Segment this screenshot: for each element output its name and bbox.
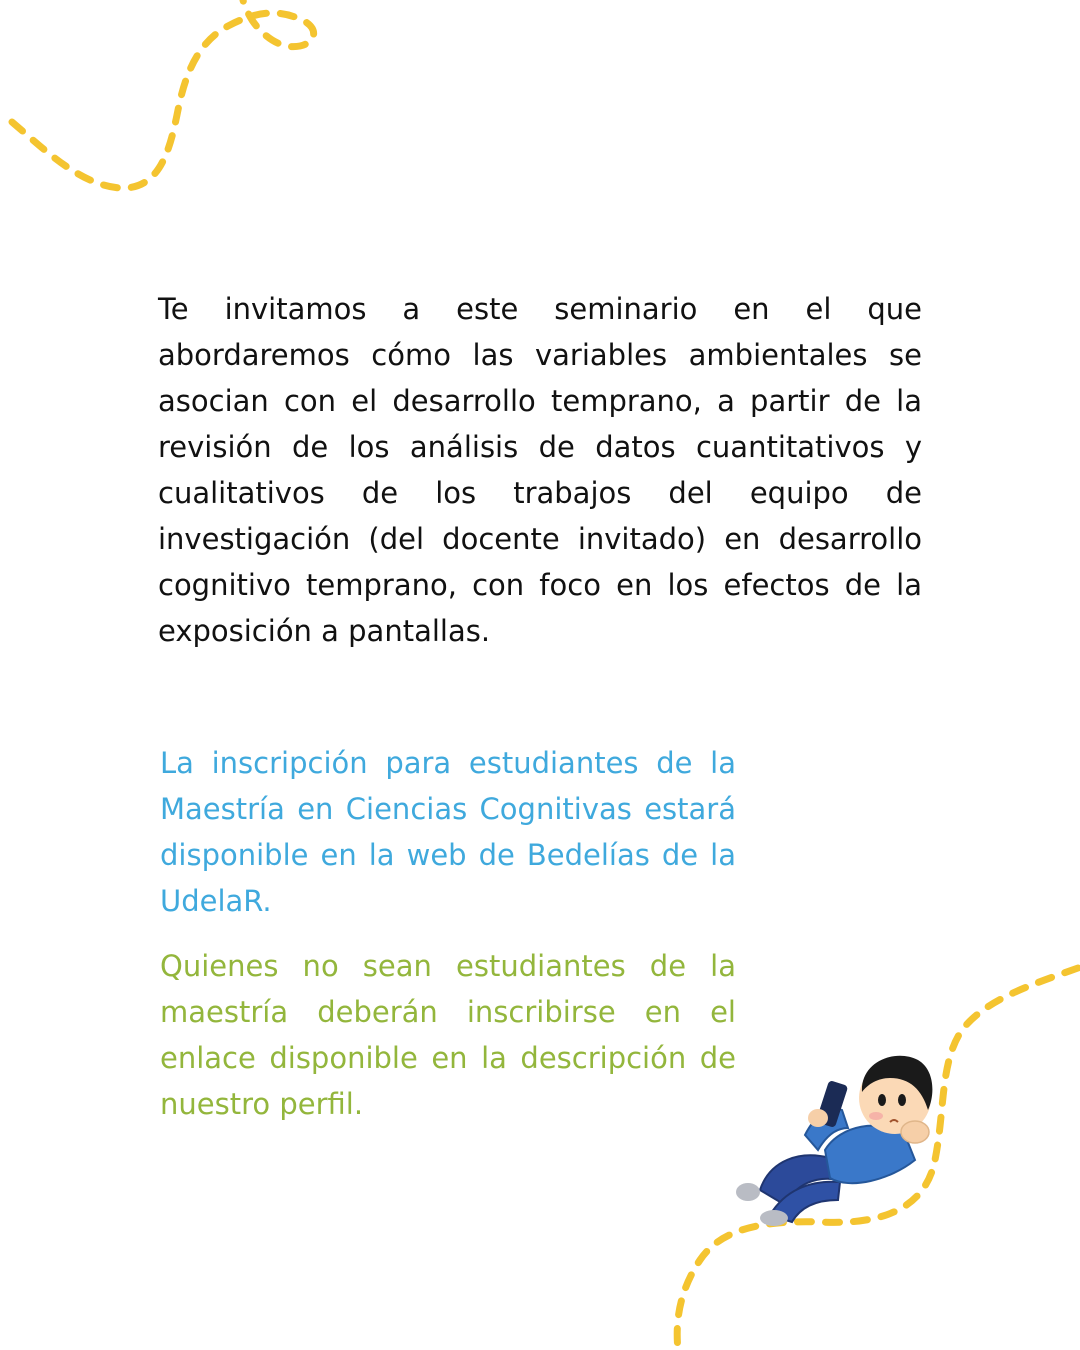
students-enrollment-note: La inscripción para estudiantes de la Maestría en Ciencias Cognitivas estará disponible en la web de Bedelías de la UdelaR. (160, 746, 736, 918)
non-students-enrollment-note: Quienes no sean estudiantes de la maestría deberán inscribirse en el enlace disponible en la descripción de nuestro perfil. (160, 949, 736, 1121)
seminar-description: Te invitamos a este seminario en el que abordaremos cómo las variables ambientales se asocian con el desarrollo temprano, a partir de la revisión de los análisis de datos cuantitativos y cualitativos de los trabajos del equipo de investigación (del docente invitado) en desarrollo cognitivo temprano, con foco en los efectos de la exposición a pantallas. (158, 292, 922, 648)
person-lying-with-phone-icon (730, 1040, 950, 1230)
